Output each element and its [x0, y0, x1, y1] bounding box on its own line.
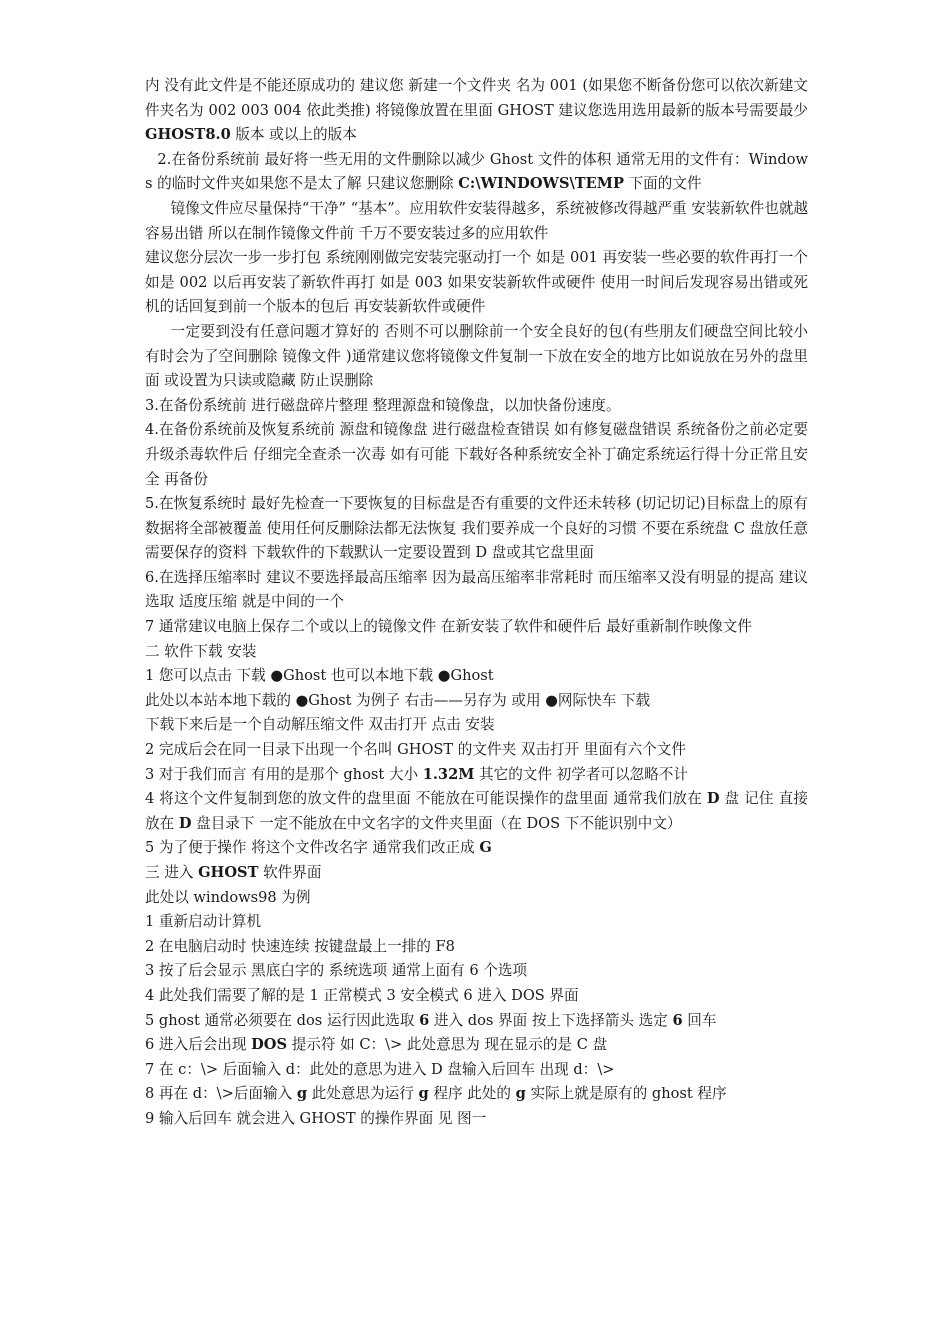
text-run: 4 将这个文件复制到您的放文件的盘里面 不能放在可能误操作的盘里面 通常我们放在 — [145, 790, 707, 808]
text-run: 8 再在 d：\>后面输入 — [145, 1085, 297, 1103]
paragraph — [145, 910, 808, 935]
text-run: 1 您可以点击 下载 ●Ghost 也可以本地下载 ●Ghost — [145, 667, 494, 685]
paragraph — [145, 566, 808, 615]
text-run: 内 没有此文件是不能还原成功的 建议您 新建一个文件夹 名为 001 (如果您不断备份您可以依次新建文件夹名为 002 003 004 依此类推) 将镜像放置在里面 GHOST 建议您选用选用最新的版本号需要最少 — [145, 77, 808, 119]
text-run: 4 此处我们需要了解的是 1 正常模式 3 安全模式 6 进入 DOS 界面 — [145, 986, 579, 1004]
bold-text: D — [706, 790, 720, 808]
text-run: 此处以本站本地下载的 ●Ghost 为例子 右击——另存为 或用 ●网际快车 下载 — [145, 691, 651, 709]
text-run: 9 输入后回车 就会进入 GHOST 的操作界面 见 图一 — [145, 1109, 487, 1127]
text-run: 3 按了后会显示 黑底白字的 系统选项 通常上面有 6 个选项 — [145, 962, 528, 980]
paragraph — [145, 959, 808, 984]
bold-text: GHOST — [198, 864, 259, 881]
paragraph — [145, 640, 808, 665]
text-run: 版本 或以上的版本 — [230, 126, 357, 144]
text-run: 5 为了便于操作 将这个文件改名字 通常我们改正成 — [145, 839, 480, 857]
text-run: 一定要到没有任意问题才算好的 否则不可以删除前一个安全良好的包(有些朋友们硬盘空间比较小有时会为了空间删除 镜像文件 )通常建议您将镜像文件复制一下放在安全的地方比如说放在另外的盘里面 或设置为只读或隐藏 防止误删除 — [145, 322, 808, 390]
paragraph — [145, 148, 808, 197]
text-run: 7 通常建议电脑上保存二个或以上的镜像文件 在新安装了软件和硬件后 最好重新制作映像文件 — [145, 618, 752, 636]
text-run: 3 对于我们而言 有用的是那个 ghost 大小 — [145, 765, 423, 783]
document-body — [145, 74, 808, 1132]
text-run: 5.在恢复系统时 最好先检查一下要恢复的目标盘是否有重要的文件还未转移 (切记切记)目标盘上的原有数据将全部被覆盖 使用任何反删除法都无法恢复 我们要养成一个良好的习惯 不要在系统盘 C 盘放任意需要保存的资料 下载软件的下载默认一定要设置到 D 盘或其它盘里面 — [145, 495, 808, 562]
paragraph — [145, 1033, 808, 1058]
text-run: 下载下来后是一个自动解压缩文件 双击打开 点击 安装 — [145, 716, 495, 734]
text-run: 软件界面 — [258, 864, 322, 881]
bold-text: g — [418, 1085, 429, 1103]
paragraph — [145, 935, 808, 960]
text-run: 程序 此处的 — [428, 1085, 516, 1103]
paragraph — [145, 836, 808, 861]
text-run: 二 软件下载 安装 — [145, 642, 257, 660]
text-run: 下面的文件 — [623, 175, 702, 193]
paragraph — [145, 418, 808, 492]
text-run: 其它的文件 初学者可以忽略不计 — [474, 765, 688, 783]
paragraph — [145, 984, 808, 1009]
paragraph — [145, 1058, 808, 1083]
text-run: 镜像文件应尽量保持“干净” “基本”。应用软件安装得越多，系统被修改得越严重 安装新软件也就越容易出错 所以在制作镜像文件前 千万不要安装过多的应用软件 — [145, 199, 809, 242]
paragraph — [145, 1082, 808, 1107]
text-run: 此处意思为运行 — [307, 1085, 419, 1103]
text-run: 建议您分层次一步一步打包 系统刚刚做完安装完驱动打一个 如是 001 再安装一些必要的软件再打一个 如是 002 以后再安装了新软件再打 如是 003 如果安装新软件或硬件 使用一时间后发现容易出错或死机的话回复到前一个版本的包后 再安装新软件或硬件 — [145, 249, 808, 316]
paragraph — [145, 246, 808, 320]
text-run: 回车 — [682, 1011, 717, 1029]
text-run: 此处以 windows98 为例 — [145, 888, 311, 906]
text-run: 提示符 如 C：\> 此处意思为 现在显示的是 C 盘 — [287, 1036, 608, 1054]
paragraph — [145, 738, 808, 763]
bold-text: GHOST8.0 — [145, 126, 231, 144]
bold-text: g — [515, 1085, 526, 1103]
paragraph — [145, 394, 808, 419]
bold-text: 1.32M — [422, 765, 475, 783]
bold-text: 6 — [672, 1011, 683, 1029]
paragraph — [145, 763, 808, 788]
text-run: 2 完成后会在同一目录下出现一个名叫 GHOST 的文件夹 双击打开 里面有六个文件 — [145, 741, 686, 759]
text-run: 进入 dos 界面 按上下选择箭头 选定 — [429, 1011, 673, 1029]
text-run: 实际上就是原有的 ghost 程序 — [525, 1085, 727, 1103]
text-run: 盘目录下 一定不能放在中文名字的文件夹里面（在 DOS 下不能识别中文） — [191, 814, 682, 832]
paragraph — [145, 320, 808, 394]
bold-text: D — [178, 814, 192, 832]
paragraph — [145, 197, 808, 246]
paragraph — [145, 689, 808, 714]
text-run: 6 进入后会出现 — [145, 1036, 252, 1054]
paragraph — [145, 492, 808, 566]
paragraph — [145, 664, 808, 689]
text-run: 3.在备份系统前 进行磁盘碎片整理 整理源盘和镜像盘，以加快备份速度。 — [145, 396, 621, 414]
text-run: 1 重新启动计算机 — [145, 913, 262, 931]
paragraph — [145, 1009, 808, 1034]
text-run: 5 ghost 通常必须要在 dos 运行因此选取 — [145, 1011, 420, 1029]
text-run: 6.在选择压缩率时 建议不要选择最高压缩率 因为最高压缩率非常耗时 而压缩率又没有明显的提高 建议选取 适度压缩 就是中间的一个 — [145, 568, 808, 611]
bold-text: 6 — [419, 1011, 430, 1029]
bold-text: G — [479, 839, 492, 857]
paragraph — [145, 615, 808, 640]
paragraph — [145, 861, 808, 886]
paragraph — [145, 713, 808, 738]
bold-text: C:\WINDOWS\TEMP — [458, 175, 624, 193]
bold-text: DOS — [251, 1036, 288, 1054]
text-run: 2.在备份系统前 最好将一些无用的文件删除以减少 Ghost 文件的体积 通常无用的文件有：Windows 的临时文件夹如果您不是太了解 只建议您删除 — [145, 150, 808, 193]
paragraph — [145, 74, 808, 148]
text-run: 盘 记住 直接放在 — [145, 790, 808, 832]
text-run: 4.在备份系统前及恢复系统前 源盘和镜像盘 进行磁盘检查错误 如有修复磁盘错误 系统备份之前必定要升级杀毒软件后 仔细完全查杀一次毒 如有可能 下载好各种系统安全补丁确定系统运行得十分正常且安全 再备份 — [145, 421, 808, 488]
text-run: 三 进入 — [145, 864, 199, 881]
text-run: 2 在电脑启动时 快速连续 按键盘最上一排的 F8 — [145, 937, 455, 955]
paragraph — [145, 886, 808, 911]
text-run: 7 在 c：\> 后面输入 d：此处的意思为进入 D 盘输入后回车 出现 d：\> — [145, 1060, 615, 1078]
paragraph — [145, 787, 808, 836]
bold-text: g — [296, 1085, 308, 1103]
paragraph — [145, 1107, 808, 1132]
